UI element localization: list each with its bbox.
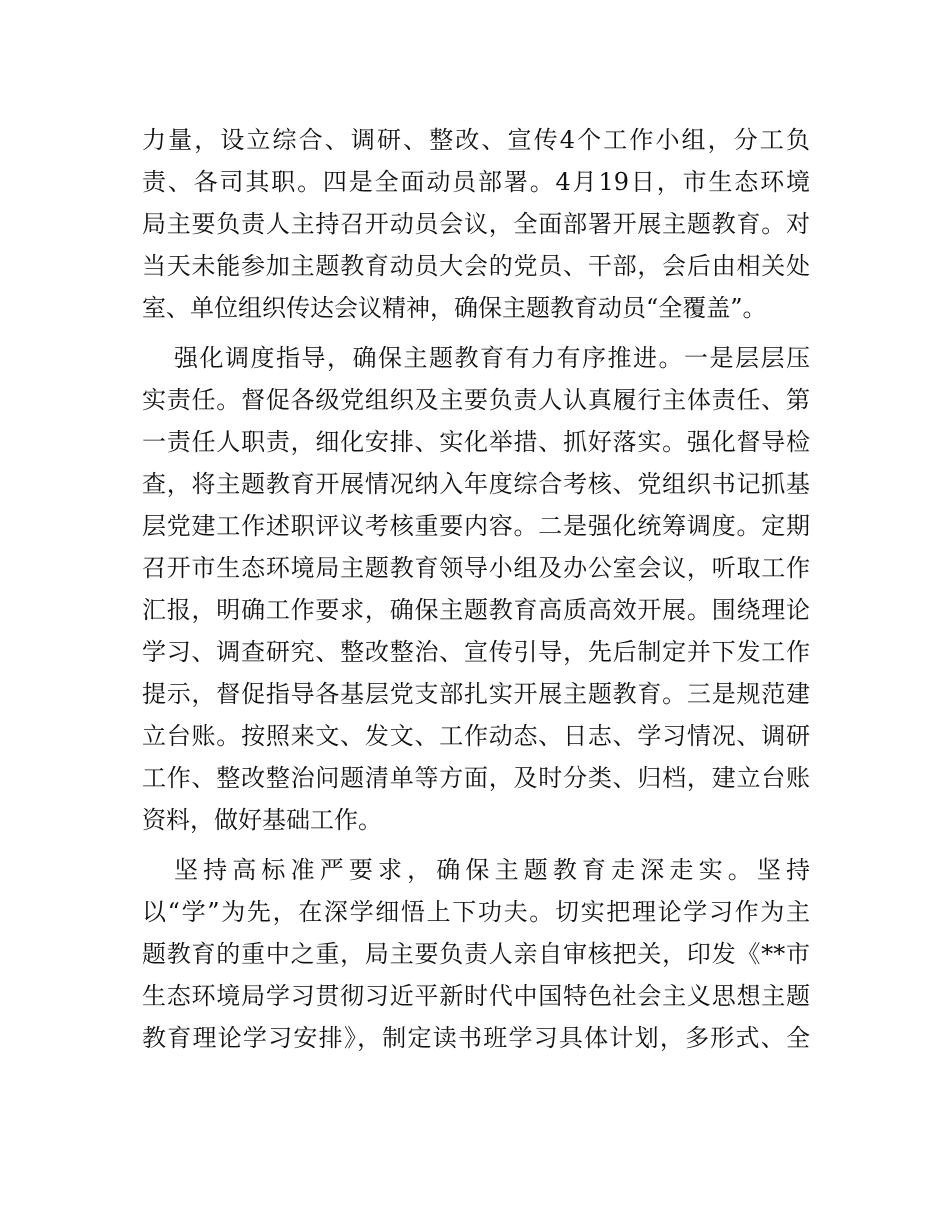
text-line: 立台账。按照来文、发文、工作动态、日志、学习情况、调研 [142,722,810,750]
text-line: 教育理论学习安排》，制定读书班学习具体计划，多形式、全 [142,1024,810,1052]
text-line: 工作、整改整治问题清单等方面，及时分类、归档，建立台账 [142,764,810,792]
text-line: 室、单位组织传达会议精神，确保主题教育动员“全覆盖”。 [142,294,767,322]
text-line: 查，将主题教育开展情况纳入年度综合考核、党组织书记抓基 [142,470,810,498]
text-line: 一责任人职责，细化安排、实化举措、抓好落实。强化督导检 [142,428,810,456]
text-line: 局主要负责人主持召开动员会议，全面部署开展主题教育。对 [142,210,810,238]
text-line: 提示，督促指导各基层党支部扎实开展主题教育。三是规范建 [142,680,810,708]
document-body [142,119,810,1067]
text-line: 坚持高标准严要求，确保主题教育走深走实。坚持 [174,856,810,884]
text-line: 当天未能参加主题教育动员大会的党员、干部，会后由相关处 [142,252,810,280]
text-line: 学习、调查研究、整改整治、宣传引导，先后制定并下发工作 [142,638,810,666]
paragraph-1 [142,119,810,329]
paragraph-2 [142,337,810,841]
text-line: 层党建工作述职评议考核重要内容。二是强化统筹调度。定期 [142,512,810,540]
text-line: 汇报，明确工作要求，确保主题教育高质高效开展。围绕理论 [142,596,810,624]
text-line: 题教育的重中之重，局主要负责人亲自审核把关，印发《**市 [142,940,810,968]
text-line: 实责任。督促各级党组织及主要负责人认真履行主体责任、第 [142,386,810,414]
text-line: 召开市生态环境局主题教育领导小组及办公室会议，听取工作 [142,554,810,582]
text-line: 生态环境局学习贯彻习近平新时代中国特色社会主义思想主题 [142,982,810,1010]
text-line: 资料，做好基础工作。 [142,806,382,834]
text-line: 力量，设立综合、调研、整改、宣传4个工作小组，分工负 [142,126,810,154]
text-line: 责、各司其职。四是全面动员部署。4月19日，市生态环境 [142,168,810,196]
text-line: 强化调度指导，确保主题教育有力有序推进。一是层层压 [174,344,810,372]
paragraph-3 [142,849,810,1059]
text-line: 以“学”为先，在深学细悟上下功夫。切实把理论学习作为主 [142,898,810,926]
